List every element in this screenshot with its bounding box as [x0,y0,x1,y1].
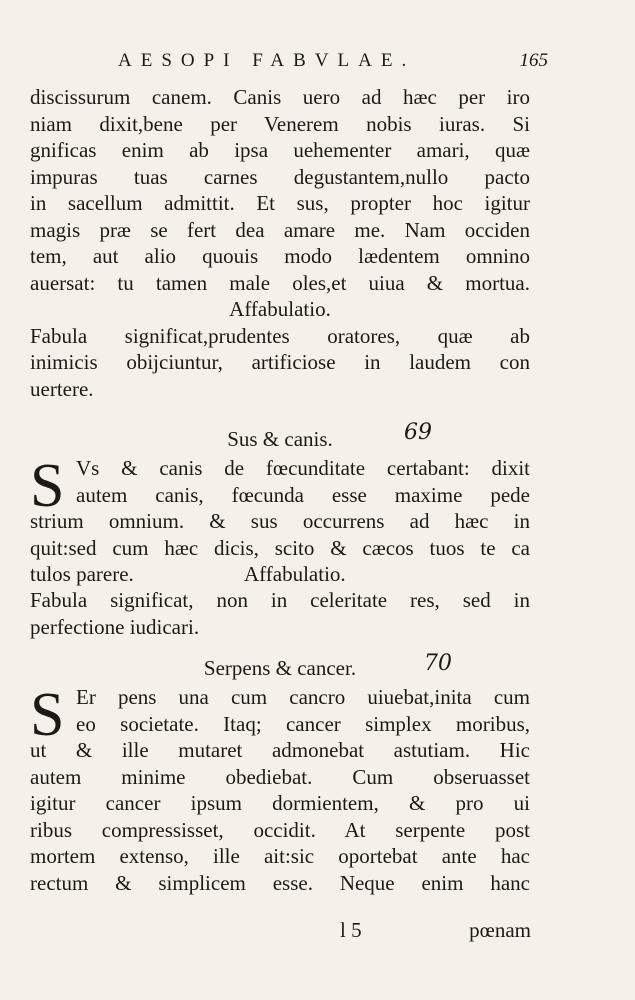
text-line: strium omnium. & sus occurrens ad hæc in [30,509,530,533]
affabulatio-heading: Affabulatio. [244,562,346,586]
text-line: auersat: tu tamen male oles,et uiua & mortua. [30,270,530,295]
text-line: tem, aut alio quouis modo lædentem omnino [30,244,530,268]
fable-number-69: 69 [404,420,432,445]
page-header [118,50,548,80]
moral-69 [30,587,530,640]
drop-cap: S [30,681,65,749]
affabulatio-69 [244,561,404,588]
fable-body-69 [30,452,530,561]
fable-title: Sus & canis. [227,427,333,451]
text-line: gnificas enim ab ipsa uehementer amari, quæ [30,138,530,162]
catchword: pœnam [469,918,531,942]
text-line: eo societate. Itaq; cancer simplex moribus, [76,711,530,736]
moral-line: perfectione iudicari. [30,614,200,639]
fable-title-69 [30,426,530,453]
fable-title: Serpens & cancer. [203,656,357,680]
fable-title-70 [30,655,530,682]
moral-line: inimicis obijciuntur, artificiose in laudem con [30,350,530,374]
page-number: 165 [519,50,548,71]
fable-number-70: 70 [424,651,452,676]
fable-body-70 [30,681,530,896]
text-line: mortem extenso, ille ait:sic oportebat ante hac [30,844,530,868]
text-line: impuras tuas carnes degustantem,nullo pacto [30,164,530,189]
running-title: AESOPI FABVLAE. [118,50,416,71]
signature-mark: l 5 [340,918,362,942]
text-line: niam dixit,bene per Venerem nobis iuras. Si [30,111,530,136]
text-line: ut & ille mutaret admonebat astutiam. Hic [30,738,530,762]
text-line: igitur cancer ipsum dormientem, & pro ui [30,791,530,815]
text-line: Er pens una cum cancro uiuebat,inita cum [76,685,530,709]
text-line: quit:sed cum hæc dicis, scito & cæcos tuos te ca [30,535,530,560]
text-line: discissurum canem. Canis uero ad hæc per iro [30,85,530,109]
text-line: rectum & simplicem esse. Neque enim hanc [30,870,530,895]
text-line: autem minime obediebat. Cum obseruasset [30,764,530,789]
text-line: tulos parere. [30,562,134,586]
drop-cap: S [30,452,65,520]
text-line: magis præ se fert dea amare me. Nam occiden [30,217,530,242]
text-line: ribus compressisset, occidit. At serpente post [30,817,530,842]
text-line: autem canis, fœcunda esse maxime pede [76,482,530,507]
moral-line: uertere. [30,376,94,401]
moral-line: Fabula significat, non in celeritate res, sed in [30,588,530,612]
moral-line: Fabula significat,prudentes oratores, quæ ab [30,323,530,348]
fable-continuation [30,84,530,402]
affabulatio-heading: Affabulatio. [229,297,331,321]
text-line: in sacellum admittit. Et sus, propter hoc igitur [30,191,530,215]
text-line: Vs & canis de fœcunditate certabant: dixit [76,456,530,480]
fable-end-69 [30,561,190,588]
